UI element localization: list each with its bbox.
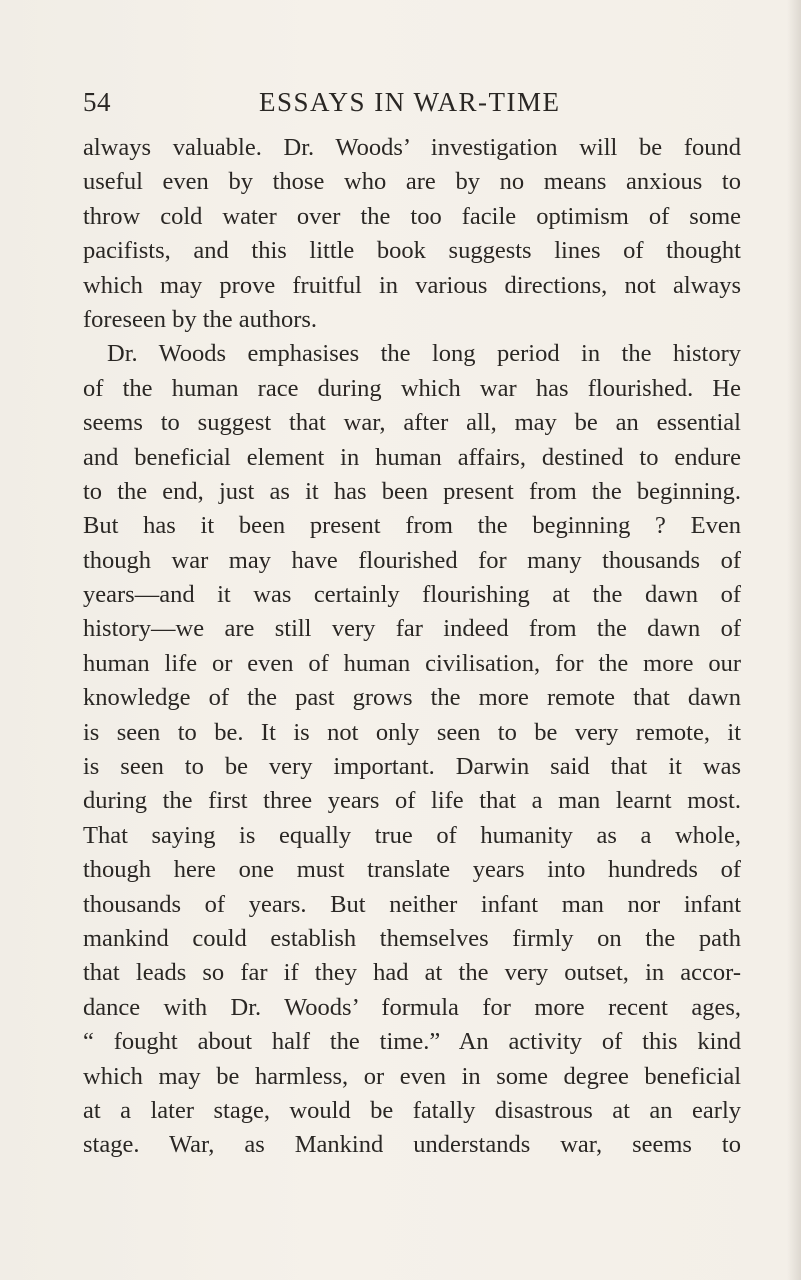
text-line: that leads so far if they had at the very outset, in accor-: [83, 959, 741, 987]
page-edge-shadow: [787, 0, 801, 1280]
text-line: history—we are still very far indeed from the dawn of: [83, 615, 741, 643]
text-line: Dr. Woods emphasises the long period in the history: [107, 340, 741, 368]
text-line: useful even by those who are by no means anxious to: [83, 168, 741, 196]
running-head: [83, 84, 743, 120]
text-line: That saying is equally true of humanity as a whole,: [83, 821, 741, 849]
text-line: human life or even of human civilisation, for the more our: [83, 649, 741, 677]
text-line: though war may have flourished for many thousands of: [83, 546, 741, 574]
text-line: at a later stage, would be fatally disastrous at an early: [83, 1096, 741, 1124]
text-line: always valuable. Dr. Woods’ investigation will be found: [83, 134, 741, 161]
page-number: 54: [83, 87, 111, 117]
text-line: which may be harmless, or even in some degree beneficial: [83, 1062, 741, 1090]
text-line: mankind could establish themselves firmly on the path: [83, 924, 741, 952]
text-line: which may prove fruitful in various directions, not always: [83, 271, 741, 299]
text-line: years—and it was certainly flourishing at the dawn of: [83, 581, 741, 609]
text-line: to the end, just as it has been present from the beginning.: [83, 477, 741, 505]
text-line: stage. War, as Mankind understands war, seems to: [83, 1131, 741, 1159]
text-line: “ fought about half the time.” An activity of this kind: [83, 1028, 741, 1056]
text-line: and beneficial element in human affairs, destined to endure: [83, 443, 741, 471]
text-line: thousands of years. But neither infant man nor infant: [83, 890, 741, 918]
text-line: throw cold water over the too facile optimism of some: [83, 202, 741, 230]
text-line: though here one must translate years into hundreds of: [83, 856, 741, 884]
text-line: foreseen by the authors.: [83, 305, 318, 333]
body-text: [83, 131, 741, 1163]
running-title: ESSAYS IN WAR-TIME: [259, 87, 561, 117]
text-line: pacifists, and this little book suggests lines of thought: [83, 237, 741, 265]
text-line: seems to suggest that war, after all, may be an essential: [83, 409, 741, 437]
text-line: during the first three years of life that a man learnt most.: [83, 787, 741, 815]
text-line: is seen to be very important. Darwin said that it was: [83, 753, 741, 781]
text-line: knowledge of the past grows the more remote that dawn: [83, 684, 741, 712]
text-line: of the human race during which war has flourished. He: [83, 374, 741, 402]
text-line: dance with Dr. Woods’ formula for more recent ages,: [83, 993, 741, 1021]
text-line: is seen to be. It is not only seen to be very remote, it: [83, 718, 741, 746]
text-line: But has it been present from the beginning ? Even: [83, 512, 741, 540]
